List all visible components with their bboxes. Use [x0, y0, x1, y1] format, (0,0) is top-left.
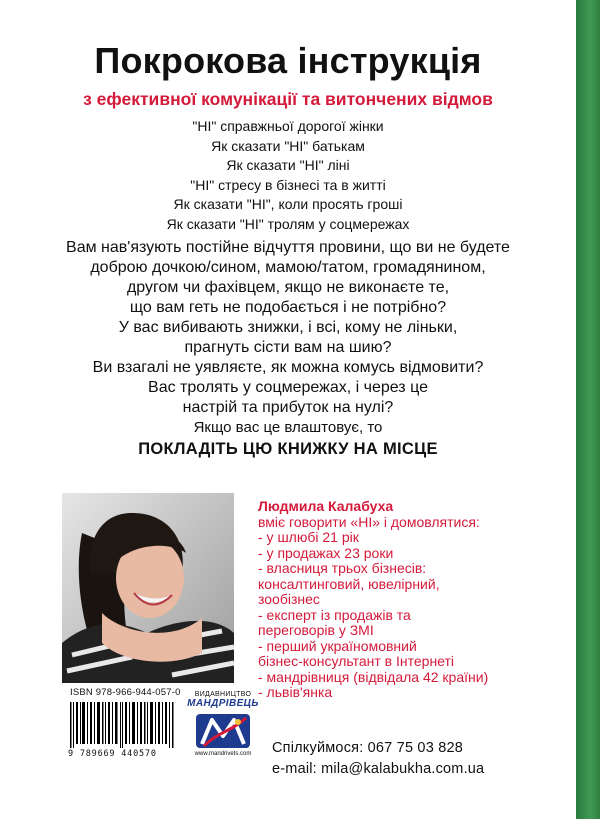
paragraph-line: що вам геть не подобається і не потрібно? [129, 299, 447, 316]
barcode-icon [70, 702, 174, 748]
topic-item: "НІ" справжньої дорогої жінки [192, 118, 384, 134]
paragraph-line: прагнуть сісти вам на шию? [184, 339, 392, 356]
author-bio [258, 499, 558, 701]
paragraph-line: Вам нав'язують постійне відчуття провини, що ви не будете [66, 239, 510, 256]
topic-item: Як сказати "НІ" тролям у соцмережах [166, 215, 410, 232]
topic-item: Як сказати "НІ" ліні [226, 157, 350, 174]
barcode-digits: 9 789669 440570 [68, 749, 157, 759]
author-fact: переговорів у ЗМІ [258, 622, 374, 638]
contact-email: e-mail: mila@kalabukha.com.ua [272, 761, 485, 777]
author-intro: вміє говорити «НІ» і домовлятися: [258, 513, 480, 530]
guilt-paragraph [0, 238, 576, 318]
publisher-label: ВИДАВНИЦТВО [194, 691, 252, 698]
author-fact: - перший україномовний [258, 637, 417, 654]
discounts-paragraph [0, 318, 576, 358]
author-fact: бізнес-консультант в Інтернеті [258, 653, 455, 669]
author-fact: - львів'янка [258, 684, 333, 700]
paragraph-line: У вас вибивають знижки, і всі, кому не ліньки, [118, 319, 458, 336]
paragraph-line: доброю дочкою/сином, мамою/татом, громадянином, [90, 259, 486, 276]
topic-item: Як сказати "НІ" батькам [211, 137, 365, 154]
publisher-website: www.mandrivets.com [194, 751, 252, 757]
paragraph-line: другом чи фахівцем, якщо не виконаєте те, [126, 279, 450, 296]
publisher-name: МАНДРІВЕЦЬ [187, 698, 259, 709]
topic-item: Як сказати "НІ", коли просять гроші [173, 196, 403, 213]
paragraph-line: Ви взагалі не уявляєте, як можна комусь відмовити? [92, 359, 484, 376]
paragraph-line: настрій та прибуток на нулі? [182, 399, 394, 416]
contacts-block [272, 738, 572, 780]
author-portrait-illustration [62, 493, 234, 683]
call-to-action: ПОКЛАДІТЬ ЦЮ КНИЖКУ НА МІСЦЕ [138, 440, 438, 458]
author-name: Людмила Калабуха [258, 498, 394, 514]
lead-in-text: Якщо вас це влаштовує, то [193, 419, 383, 436]
topic-item: "НІ" стресу в бізнесі та в житті [190, 176, 386, 193]
author-fact: консалтинговий, ювелірний, [258, 575, 440, 592]
author-fact: - власниця трьох бізнесів: [258, 560, 427, 576]
isbn-number: ISBN 978-966-944-057-0 [70, 687, 181, 698]
author-fact: зообізнес [258, 591, 320, 607]
author-fact: - мандрівниця (відвідала 42 країни) [258, 668, 489, 685]
topics-list [0, 117, 576, 235]
book-subtitle: з ефективної комунікації та витончених відмов [83, 89, 493, 109]
author-facts [258, 530, 558, 701]
contact-phone: Спілкуймося: 067 75 03 828 [272, 740, 463, 756]
author-fact: - у шлюбі 21 рік [258, 529, 359, 545]
publisher-logo-icon [194, 710, 252, 750]
publisher-block [178, 691, 268, 757]
author-fact: - у продажах 23 роки [258, 544, 394, 561]
green-spine-edge [576, 0, 600, 819]
paragraph-line: Вас тролять у соцмережах, і через це [148, 379, 428, 396]
book-title: Покрокова інструкція [94, 40, 482, 81]
author-fact: - експерт із продажів та [258, 606, 411, 623]
author-photo [62, 493, 234, 683]
refusal-paragraph [0, 358, 576, 418]
